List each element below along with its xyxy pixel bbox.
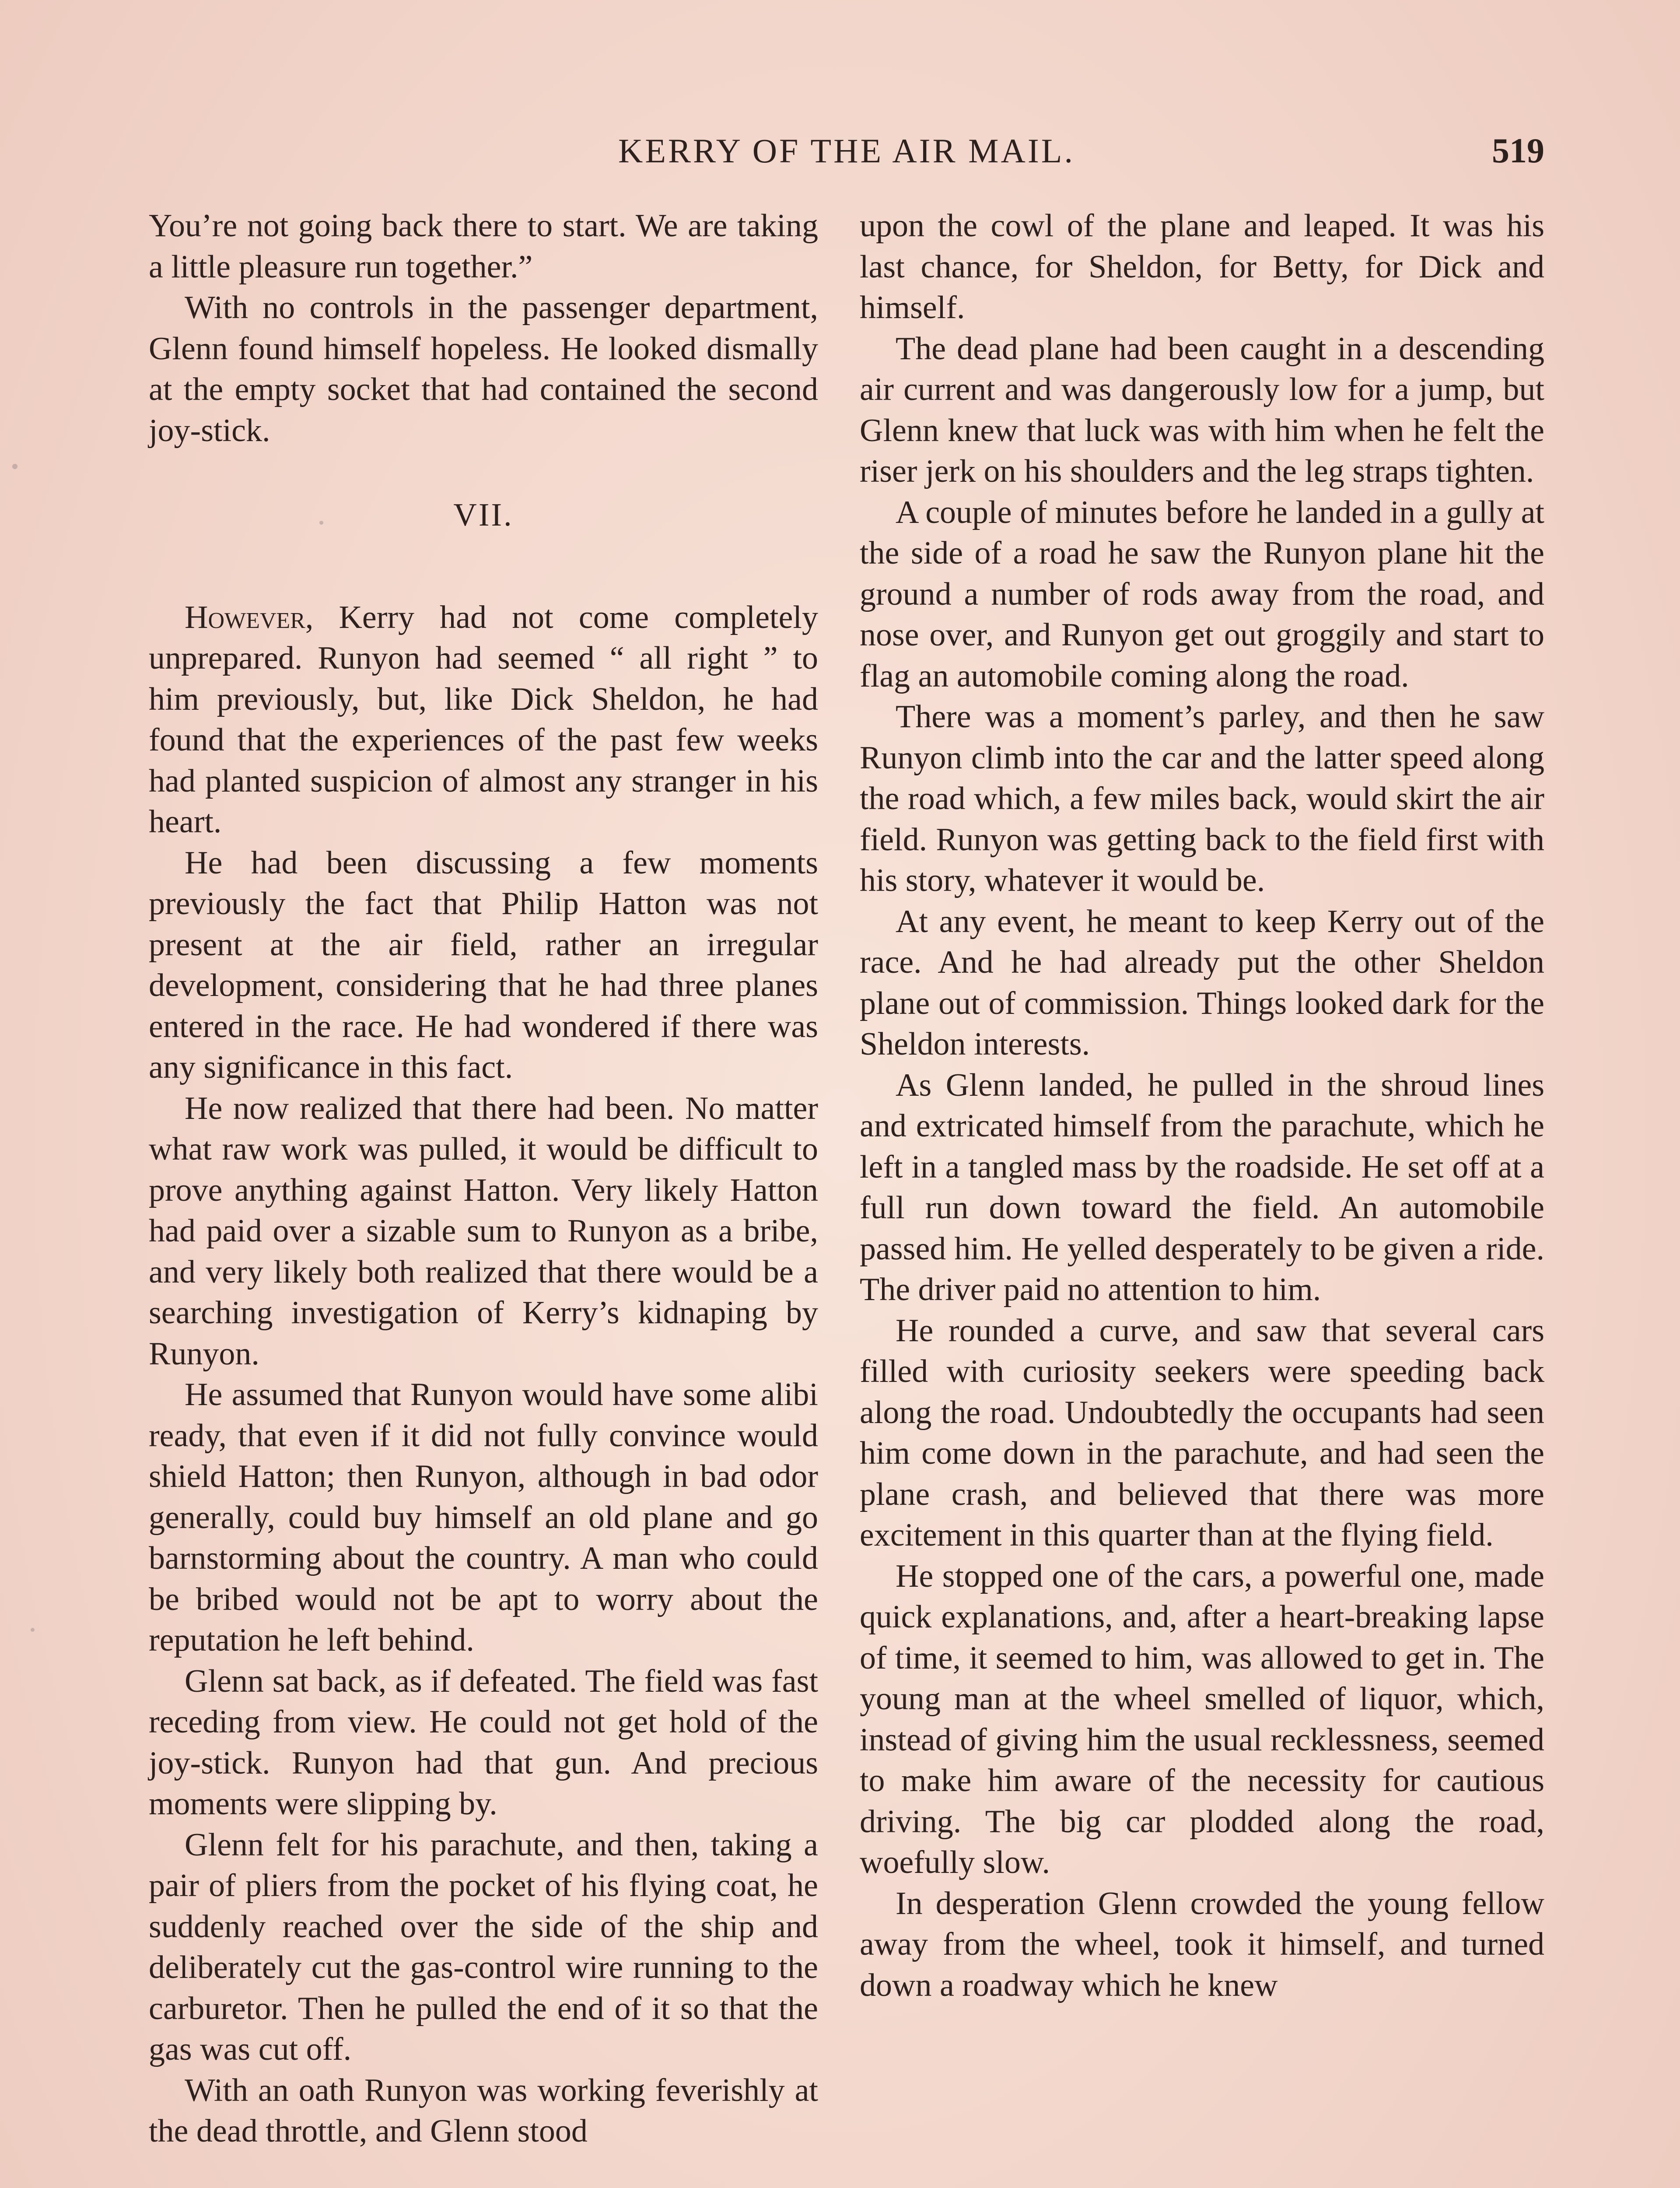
section-heading: VII. <box>453 497 514 533</box>
paper-speck <box>12 464 18 469</box>
paragraph: As Glenn landed, he pulled in the shroud lines and extricated himself from the parachute, which he left in a tangled mass by the roadside. He set off at a full run down toward the field. An automobile passed him. He yelled desperately to be given a ride. The driver paid no attention to him. <box>860 1067 1544 1308</box>
page-header <box>149 127 1544 175</box>
paragraph: He had been discussing a few moments previously the fact that Philip Hatton was not present at the air field, rather an irregular development, considering that he had three planes entered in the race. He had wondered if there was any significance in this fact. <box>149 845 818 1085</box>
paragraph: With an oath Runyon was working feverishly at the dead throttle, and Glenn stood <box>149 2072 818 2149</box>
paragraph: You’re not going back there to start. We are taking a little pleasure run together.” <box>149 208 818 285</box>
left-text-column <box>149 206 818 2152</box>
paragraph: Glenn sat back, as if defeated. The field was fast receding from view. He could not get hold of the joy-stick. Runyon had that gun. And precious moments were slipping by. <box>149 1663 818 1822</box>
paragraph: There was a moment’s parley, and then he saw Runyon climb into the car and the latter speed along the road which, a few miles back, would skirt the air field. Runyon was getting back to the field first with his story, whatever it would be. <box>860 699 1544 898</box>
paragraph-lead-word: However, <box>185 599 314 635</box>
paragraph-text: Kerry had not come completely unprepared. Runyon had seemed “ all right ” to him previously, but, like Dick Sheldon, he had found that the experiences of the past few weeks had planted suspicion of almost any stranger in his heart. <box>149 599 818 840</box>
right-text-column <box>860 206 1544 2006</box>
running-title: KERRY OF THE AIR MAIL. <box>618 132 1075 170</box>
paragraph: A couple of minutes before he landed in a gully at the side of a road he saw the Runyon plane hit the ground a number of rods away from the road, and nose over, and Runyon get out groggily and start to flag an automobile coming along the road. <box>860 494 1544 694</box>
paragraph: With no controls in the passenger department, Glenn found himself hopeless. He looked dismally at the empty socket that had contained the second joy-stick. <box>149 290 818 449</box>
paper-speck <box>319 521 323 525</box>
paragraph: Glenn felt for his parachute, and then, taking a pair of pliers from the pocket of his flying coat, he suddenly reached over the side of the ship and deliberately cut the gas-control wire running to the carburetor. Then he pulled the end of it so that the gas was cut off. <box>149 1827 818 2067</box>
paragraph: He now realized that there had been. No matter what raw work was pulled, it would be difficult to prove anything against Hatton. Very likely Hatton had paid over a sizable sum to Runyon as a bribe, and very likely both realized that there would be a searching investigation of Kerry’s kidnaping by Runyon. <box>149 1090 818 1372</box>
paragraph: He rounded a curve, and saw that several cars filled with curiosity seekers were speeding back along the road. Undoubtedly the occupants had seen him come down in the parachute, and had seen the plane crash, and believed that there was more excitement in this quarter than at the flying field. <box>860 1312 1544 1553</box>
paragraph: He assumed that Runyon would have some alibi ready, that even if it did not fully convince would shield Hatton; then Runyon, although in bad odor generally, could buy himself an old plane and go barnstorming about the country. A man who could be bribed would not be apt to worry about the reputation he left behind. <box>149 1377 818 1658</box>
paragraph: He stopped one of the cars, a powerful one, made quick explanations, and, after a heart-breaking lapse of time, it seemed to him, was allowed to get in. The young man at the wheel smelled of liquor, which, instead of giving him the usual recklessness, seemed to make him aware of the necessity for cautious driving. The big car plodded along the road, woefully slow. <box>860 1558 1544 1880</box>
paragraph: upon the cowl of the plane and leaped. It was his last chance, for Sheldon, for Betty, for Dick and himself. <box>860 208 1544 326</box>
paragraph: At any event, he meant to keep Kerry out of the race. And he had already put the other Sheldon plane out of commission. Things looked dark for the Sheldon interests. <box>860 903 1544 1062</box>
paragraph <box>149 597 818 843</box>
paper-speck <box>31 1628 35 1632</box>
paragraph: In desperation Glenn crowded the young fellow away from the wheel, took it himself, and turned down a roadway which he knew <box>860 1885 1544 2003</box>
page-number: 519 <box>1492 132 1544 170</box>
paragraph: The dead plane had been caught in a descending air current and was dangerously low for a jump, but Glenn knew that luck was with him when he felt the riser jerk on his shoulders and the leg straps tighten. <box>860 330 1544 489</box>
